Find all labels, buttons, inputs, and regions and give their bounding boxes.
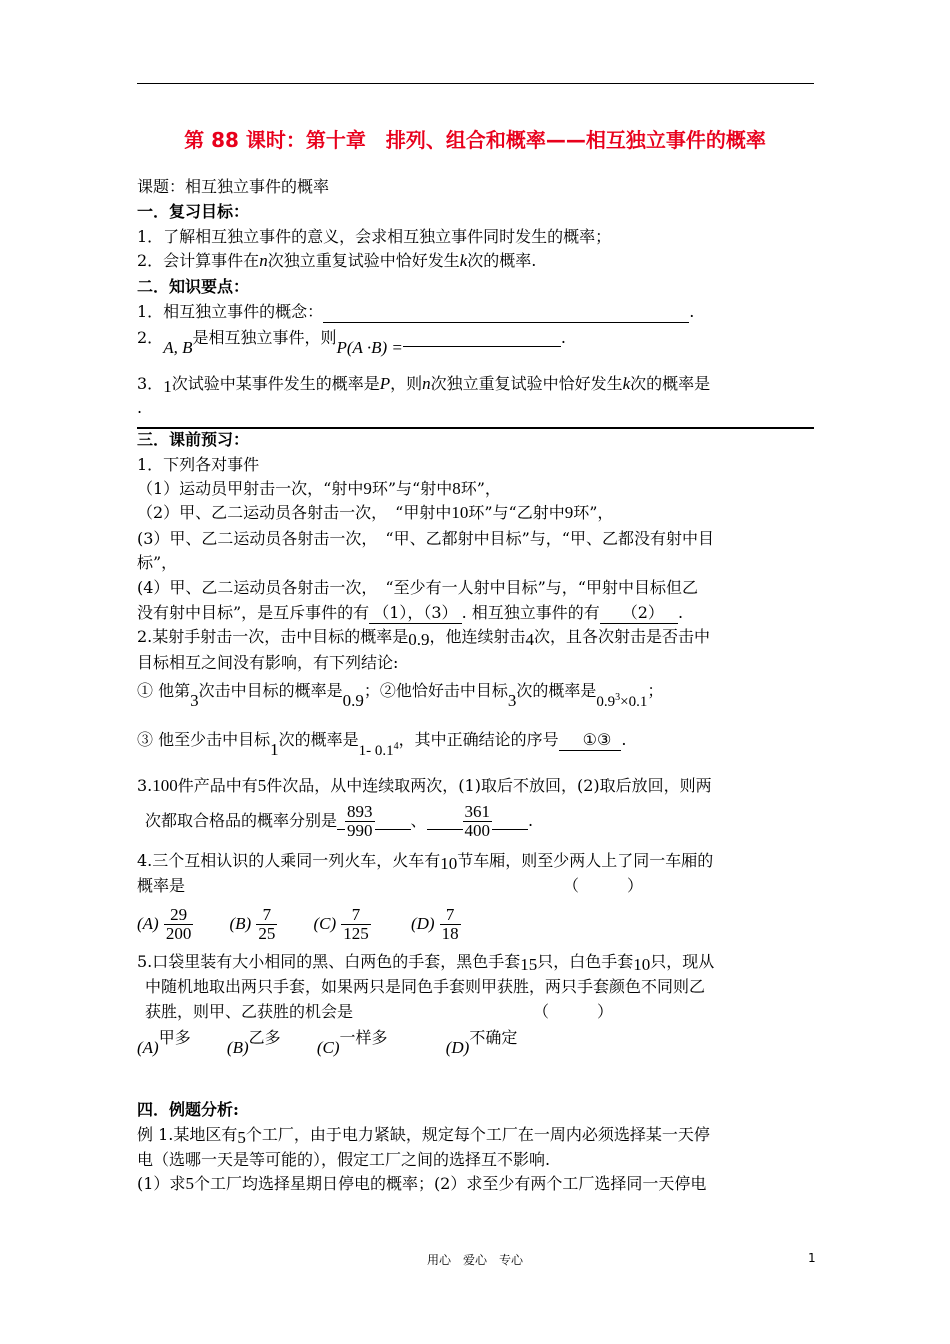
denominator: 400: [464, 821, 491, 840]
num: 10: [633, 955, 651, 974]
header-rule: [137, 83, 814, 84]
s1-line-1: 1．了解相互独立事件的意义，会求相互独立事件同时发生的概率；: [137, 227, 612, 246]
text: 次的概率.: [467, 251, 537, 270]
q3-line-2: [145, 803, 533, 840]
q5-line-1: [137, 952, 714, 972]
s2-line-3: [137, 374, 710, 394]
s2-line-2: [137, 328, 566, 357]
num: 10: [440, 854, 458, 873]
numerator: 7: [341, 906, 371, 925]
text: .: [689, 302, 695, 321]
text: .: [621, 730, 627, 749]
superscript: 4: [393, 741, 399, 752]
math-k: k: [459, 251, 468, 270]
num: 0.9: [596, 694, 616, 710]
num: 10: [451, 503, 469, 522]
q4-line-2: 概率是: [137, 876, 186, 895]
q4-line-1: [137, 851, 713, 871]
q5-line-2: 中随机地取出两只手套，如果两只是同色手套则甲获胜，两只手套颜色不同则乙: [145, 977, 706, 996]
q2-line-4: [137, 727, 627, 759]
text: 节车厢，则至少两人上了同一车厢的: [457, 851, 714, 870]
section-3-heading: 三．课前预习：: [137, 430, 250, 449]
section-4-heading: 四．例题分析:: [137, 1100, 239, 1119]
option-a-label: (A): [137, 914, 159, 933]
math-ab: A, B: [163, 338, 193, 357]
text: (1）求: [137, 1174, 186, 1193]
s2-line-3b: .: [137, 398, 143, 417]
q1-item-2: [137, 503, 613, 523]
math-p: P(A ·B) =: [336, 338, 403, 357]
answer-2: （2）: [600, 603, 678, 624]
q3-line-1: [137, 776, 712, 796]
text: ③ 他至少击中目标: [137, 730, 271, 749]
q5-options: [137, 1028, 518, 1057]
text: 次击中目标的概率是: [198, 681, 343, 700]
text: 1．相互独立事件的概念：: [137, 302, 324, 321]
text: ① 他第: [137, 681, 191, 700]
num: 1- 0.1: [358, 743, 394, 759]
blank-line: [337, 809, 345, 830]
option-d-label: (D): [445, 1038, 470, 1057]
text: 4.三个互相认识的人乘同一列火车，火车有: [137, 851, 441, 870]
fraction: [345, 803, 375, 840]
option-c-text: 一样多: [339, 1028, 388, 1047]
text: 环”，: [460, 479, 501, 498]
q1-item-1: [137, 479, 501, 499]
num: 9: [564, 503, 574, 522]
text: ；②他恰好击中目标: [363, 681, 508, 700]
text: 次，且各次射击是否击中: [534, 627, 711, 646]
option-c-fraction: [341, 906, 371, 943]
math-p: P: [379, 374, 391, 393]
denominator: 18: [441, 924, 459, 943]
text: 环”与“乙射中: [468, 503, 565, 522]
q5-line-3: 获胜，则甲、乙获胜的机会是: [145, 1002, 354, 1021]
text: 环”，: [573, 503, 614, 522]
math-n: n: [259, 251, 268, 270]
text: .: [560, 328, 566, 347]
section-1-heading: 一．复习目标：: [137, 202, 250, 221]
option-b-text: 乙多: [248, 1028, 281, 1047]
q2-line-3: [137, 678, 664, 710]
text: 件产品中有: [177, 776, 258, 795]
q1-line: 1．下列各对事件: [137, 455, 260, 474]
option-b-fraction: [256, 906, 277, 943]
text: 次试验中某事件发生的概率是: [171, 374, 380, 393]
text: 环”与“射中: [371, 479, 453, 498]
numerator: 893: [347, 802, 373, 821]
num: 5: [185, 1174, 194, 1193]
num: 4: [525, 630, 535, 649]
text: 没有射中目标”，是互斥事件的有: [137, 603, 370, 622]
text: ，则: [390, 374, 423, 393]
num: 100: [152, 776, 178, 795]
text: ；: [647, 681, 664, 700]
blank-line: [492, 809, 528, 830]
text: 次独立重复试验中恰好发生: [267, 251, 460, 270]
option-a-fraction: [164, 906, 194, 943]
num: 3: [190, 691, 199, 710]
q4-options: [137, 906, 461, 943]
text: 是相互独立事件，则: [192, 328, 337, 347]
text: ，他连续射击: [429, 627, 526, 646]
text: 次都取合格品的概率分别是: [145, 811, 338, 830]
text: 次的概率是: [516, 681, 597, 700]
section-divider: [137, 427, 814, 429]
blank-line: [427, 809, 463, 830]
numerator: 361: [464, 802, 491, 821]
num: 8: [452, 479, 461, 498]
num: ×0.1: [620, 694, 648, 710]
text: （2）甲、乙二运动员各射击一次， “甲射中: [137, 503, 452, 522]
denominator: 990: [347, 821, 373, 840]
text: 次的概率是: [630, 374, 711, 393]
option-d-label: (D): [410, 914, 435, 933]
text: 次的概率是: [278, 730, 359, 749]
q5-answer-paren: （ ）: [533, 1002, 614, 1021]
section-2-heading: 二．知识要点：: [137, 277, 250, 296]
text: 5.口袋里装有大小相同的黑、白两色的手套，黑色手套: [137, 952, 521, 971]
option-a-label: (A): [137, 1038, 159, 1057]
text: 只，现从: [650, 952, 715, 971]
text: .: [528, 811, 534, 830]
q1-item-4a: (4）甲、乙二运动员各射击一次， “至少有一人射中目标”与，“甲射中目标但乙: [137, 578, 698, 597]
text: .: [677, 603, 684, 622]
example-1-line-3: [137, 1174, 706, 1194]
s2-line-1: [137, 302, 694, 323]
text: 3.: [137, 776, 153, 795]
example-1-line-1: [137, 1125, 710, 1145]
option-a-text: 甲多: [158, 1028, 191, 1047]
num: 3: [507, 691, 517, 710]
option-c-label: (C): [313, 914, 337, 933]
text: 2．: [137, 328, 164, 347]
fraction: [463, 803, 493, 840]
num: 0.9: [342, 691, 364, 710]
num: 9: [363, 479, 372, 498]
numerator: 7: [256, 906, 277, 925]
text: 3．: [137, 374, 164, 393]
text: （1）运动员甲射击一次，“射中: [137, 479, 364, 498]
text: 件次品，从中连续取两次，(1)取后不放回，(2)取后放回，则两: [266, 776, 712, 795]
option-b-label: (B): [229, 914, 252, 933]
option-d-fraction: [440, 906, 461, 943]
num: 0.9: [408, 630, 430, 649]
answer-1: （1），（3）: [369, 603, 461, 624]
num: 1: [270, 740, 279, 759]
option-c-label: (C): [316, 1038, 340, 1057]
denominator: 125: [343, 924, 369, 943]
q2-line-2: 目标相互之间没有影响，有下列结论:: [137, 653, 399, 672]
topic-line: 课题：相互独立事件的概率: [137, 177, 330, 196]
numerator: 29: [164, 906, 194, 925]
text: 、: [410, 811, 427, 830]
math-1: 1: [163, 377, 172, 396]
math-n: n: [422, 374, 431, 393]
num: 5: [237, 1128, 246, 1147]
text: . 相互独立事件的有: [461, 603, 600, 622]
q4-answer-paren: （ ）: [563, 876, 644, 895]
example-1-line-2: 电（选哪一天是等可能的），假定工厂之间的选择互不影响.: [137, 1150, 551, 1169]
num: 5: [257, 776, 267, 795]
denominator: 25: [258, 924, 276, 943]
page-title: 第 88 课时：第十章 排列、组合和概率——相互独立事件的概率: [184, 128, 766, 152]
text: 例 1.某地区有: [137, 1125, 238, 1144]
option-d-text: 不确定: [469, 1028, 518, 1047]
blank-line: [375, 809, 411, 830]
q1-item-4b: [137, 603, 683, 624]
s1-line-2: [137, 251, 536, 271]
text: 个工厂均选择星期日停电的概率；(2）求至少有两个工厂选择同一天停电: [193, 1174, 707, 1193]
text: 2.某射手射击一次，击中目标的概率是: [137, 627, 409, 646]
text: 只，白色手套: [537, 952, 634, 971]
numerator: 7: [440, 906, 461, 925]
page-number: 1: [808, 1251, 816, 1265]
q1-item-3b: 标”，: [137, 553, 178, 572]
q2-line-1: [137, 627, 710, 647]
text: ，其中正确结论的序号: [398, 730, 559, 749]
text: 2．会计算事件在: [137, 251, 260, 270]
page-footer: 用心 爱心 专心: [426, 1253, 523, 1267]
denominator: 200: [165, 924, 192, 943]
num: 15: [520, 955, 538, 974]
option-b-label: (B): [226, 1038, 249, 1057]
blank-line: [403, 326, 561, 347]
text: 次独立重复试验中恰好发生: [430, 374, 623, 393]
q1-item-3a: (3）甲、乙二运动员各射击一次， “甲、乙都射中目标”与，“甲、乙都没有射中目: [137, 529, 714, 548]
answer: ①③: [559, 730, 622, 751]
math-k: k: [622, 374, 631, 393]
blank-line: [323, 302, 689, 323]
text: 个工厂，由于电力紧缺，规定每个工厂在一周内必须选择某一天停: [245, 1125, 710, 1144]
superscript: 3: [615, 692, 621, 703]
